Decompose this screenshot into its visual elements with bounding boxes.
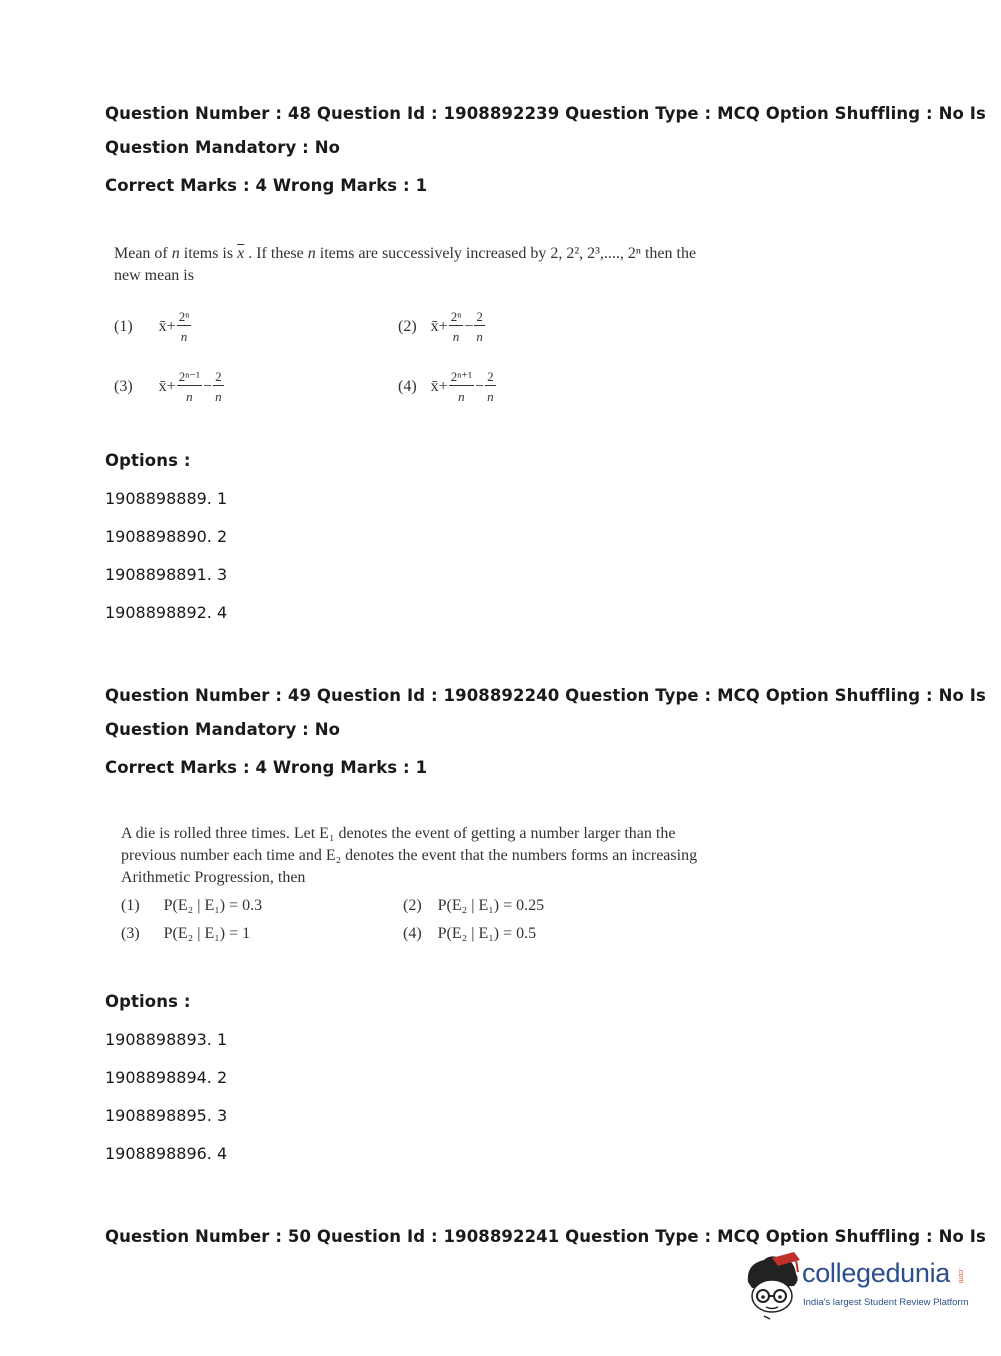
- q48-marks: Correct Marks : 4 Wrong Marks : 1: [105, 176, 428, 195]
- q48-choice-4-numerator-1: 2ⁿ⁺¹: [450, 369, 473, 384]
- q48-question-part-b: items is: [179, 245, 238, 262]
- q49-options-label: Options :: [105, 992, 191, 1011]
- q49-choice-4-text: P(E₂ | E₁) = 0.5: [437, 925, 537, 942]
- q48-choice-3-numerator-2: 2: [215, 369, 222, 384]
- q48-choice-3-base: x̄+: [158, 378, 176, 395]
- q48-choice-3-fraction-2: [213, 370, 224, 404]
- q49-choice-1-number: (1): [121, 897, 140, 914]
- q48-choice-4-minus: −: [475, 378, 485, 395]
- q49-choice-2: [403, 897, 544, 915]
- q49-choice-3-number: (3): [121, 925, 140, 942]
- q48-choice-1-fraction: [177, 310, 192, 344]
- q49-choice-3-text: P(E₂ | E₁) = 1: [163, 925, 251, 942]
- q48-choice-4-fraction-1: [449, 370, 474, 404]
- q49-option-2: 1908898894. 2: [105, 1068, 228, 1087]
- q48-choice-2-denominator-1: n: [452, 329, 460, 344]
- q48-choice-4-denominator-2: n: [487, 389, 494, 404]
- q49-question-line3: Arithmetic Progression, then: [121, 869, 306, 886]
- q50-header-line1: Question Number : 50 Question Id : 1908892241 Question Type : MCQ Option Shuffling : No Is: [105, 1227, 986, 1246]
- q48-choice-2-minus: −: [464, 318, 474, 335]
- q48-choice-4-base: x̄+: [430, 378, 448, 395]
- q49-choice-2-text: P(E₂ | E₁) = 0.25: [437, 897, 545, 914]
- q48-choice-3-denominator-2: n: [215, 389, 222, 404]
- q48-choice-2-number: (2): [398, 318, 417, 335]
- q48-option-3: 1908898891. 3: [105, 565, 228, 584]
- q49-question-line1: A die is rolled three times. Let E₁ denotes the event of getting a number larger than the: [121, 825, 676, 842]
- q48-choice-3-minus: −: [203, 378, 213, 395]
- logo-tagline: India's largest Student Review Platform: [803, 1297, 969, 1308]
- logo-brand: collegedunia: [802, 1258, 951, 1288]
- q48-header-line1: Question Number : 48 Question Id : 1908892239 Question Type : MCQ Option Shuffling : No Is: [105, 104, 986, 123]
- q48-question-part-a: Mean of: [114, 245, 172, 262]
- q48-choice-1-number: (1): [114, 318, 133, 335]
- q48-choice-2: [398, 310, 486, 344]
- q49-header-line1: Question Number : 49 Question Id : 1908892240 Question Type : MCQ Option Shuffling : No Is: [105, 686, 986, 705]
- q48-choice-3-number: (3): [114, 378, 133, 395]
- q49-choice-4-number: (4): [403, 925, 422, 942]
- q49-marks: Correct Marks : 4 Wrong Marks : 1: [105, 758, 428, 777]
- q49-option-3: 1908898895. 3: [105, 1106, 228, 1125]
- q49-header-line2: Question Mandatory : No: [105, 720, 341, 739]
- q48-question-line2: new mean is: [114, 267, 194, 284]
- q49-question: [121, 823, 721, 889]
- q48-choice-2-base: x̄+: [430, 318, 448, 335]
- q48-choice-4: [398, 370, 497, 404]
- q48-choice-2-denominator-2: n: [476, 329, 483, 344]
- q48-header-line2: Question Mandatory : No: [105, 138, 341, 157]
- q48-choice-1: [114, 310, 192, 344]
- q48-question-part-d: items are successively increased by 2, 2², 2³,...., 2ⁿ then the: [315, 245, 697, 262]
- q48-choice-1-base: x̄+: [158, 318, 176, 335]
- q48-choice-4-numerator-2: 2: [487, 369, 494, 384]
- q48-choice-3-fraction-1: [177, 370, 202, 404]
- q49-choice-4: [403, 925, 536, 943]
- q48-choice-2-fraction-2: [474, 310, 485, 344]
- mascot-icon: [742, 1252, 806, 1322]
- q48-choice-4-fraction-2: [485, 370, 496, 404]
- q48-option-4: 1908898892. 4: [105, 603, 228, 622]
- q48-choice-1-numerator: 2ⁿ: [178, 309, 190, 324]
- q49-choice-3: [121, 925, 250, 943]
- q48-choice-3-denominator-1: n: [186, 389, 193, 404]
- q49-choice-1: [121, 897, 262, 915]
- q49-choice-1-text: P(E₂ | E₁) = 0.3: [163, 897, 263, 914]
- q48-question-part-c: . If these: [244, 245, 308, 262]
- logo-suffix: .com: [957, 1268, 964, 1284]
- q48-choice-1-denominator: n: [180, 329, 188, 344]
- q49-option-1: 1908898893. 1: [105, 1030, 228, 1049]
- q48-choice-2-numerator-2: 2: [476, 309, 483, 324]
- q48-options-label: Options :: [105, 451, 191, 470]
- q48-question-n2: n: [307, 245, 316, 262]
- collegedunia-logo: [742, 1252, 972, 1322]
- q49-question-line2: previous number each time and E₂ denotes the event that the numbers forms an increasing: [121, 847, 698, 864]
- q49-choice-2-number: (2): [403, 897, 422, 914]
- q48-question-n1: n: [171, 245, 180, 262]
- q48-question-xbar: $\overline{x}$: [237, 245, 245, 262]
- q48-choice-2-fraction-1: [449, 310, 464, 344]
- q48-choice-2-numerator-1: 2ⁿ: [450, 309, 462, 324]
- q48-choice-4-number: (4): [398, 378, 417, 395]
- q48-question: [114, 243, 714, 287]
- q48-choice-3: [114, 370, 225, 404]
- q48-choice-3-numerator-1: 2ⁿ⁻¹: [178, 369, 201, 384]
- q48-choice-4-denominator-1: n: [458, 389, 465, 404]
- q48-option-2: 1908898890. 2: [105, 527, 228, 546]
- q48-option-1: 1908898889. 1: [105, 489, 228, 508]
- q49-option-4: 1908898896. 4: [105, 1144, 228, 1163]
